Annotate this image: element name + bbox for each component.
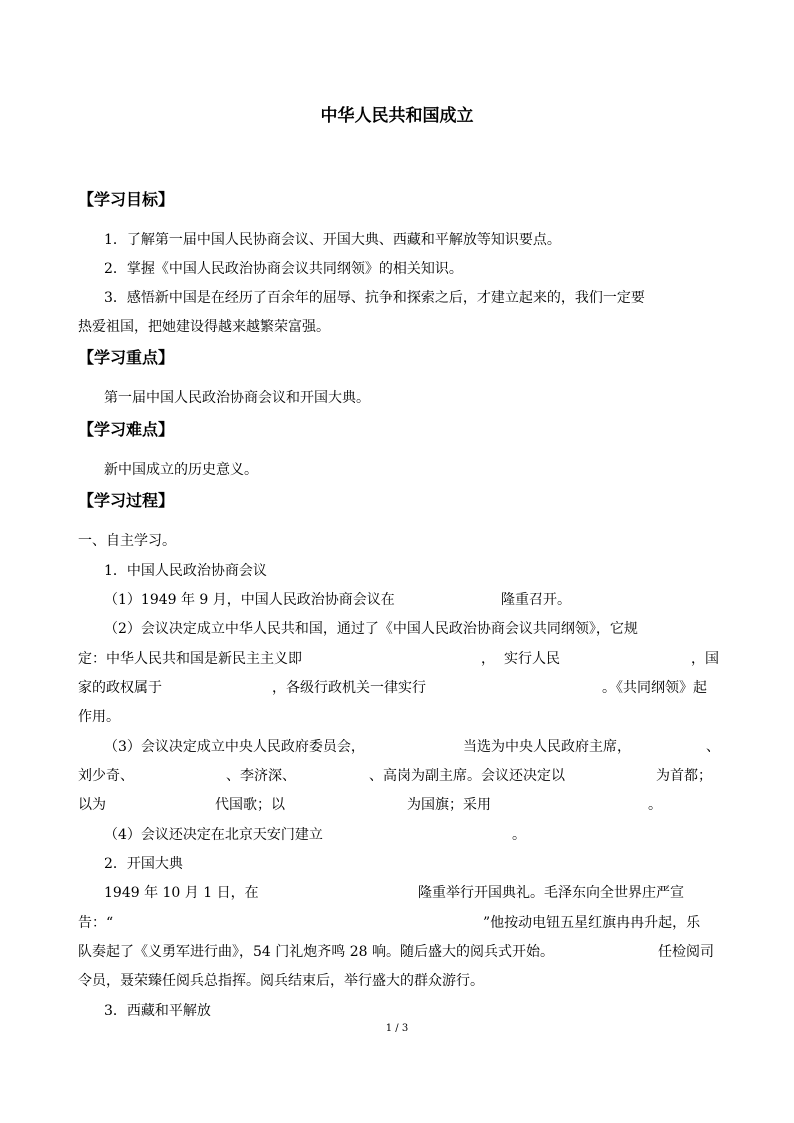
question-1-2-line-2c: 实行人民 bbox=[504, 651, 560, 667]
question-1-2-line-3c: 。《共同纲领》起 bbox=[602, 680, 707, 696]
question-1-3-line-2a: 刘少奇、 bbox=[78, 768, 134, 784]
section-heading-difficulty: 【学习难点】 bbox=[78, 420, 175, 439]
question-1-4-text-end: 。 bbox=[512, 827, 526, 843]
goal-1: 1．了解第一届中国人民协商会议、开国大典、西藏和平解放等知识要点。 bbox=[104, 232, 561, 248]
page-number: 1 / 3 bbox=[385, 1023, 409, 1034]
ceremony-line-3b: 任检阅司 bbox=[658, 944, 714, 960]
question-1-3-line-2b: 、李济深、 bbox=[226, 768, 296, 784]
question-1-2-line-2d: ，国 bbox=[691, 651, 719, 667]
question-1-3-line-1a: （3）会议决定成立中央人民政府委员会， bbox=[104, 739, 365, 755]
question-1-2-line-4: 作用。 bbox=[78, 709, 120, 725]
question-1-3-line-1c: 、 bbox=[706, 739, 720, 755]
question-1-2-line-2b: ， bbox=[481, 651, 495, 667]
question-1-3-line-1b: 当选为中央人民政府主席， bbox=[463, 739, 631, 755]
item-2-heading: 2．开国大典 bbox=[104, 856, 183, 872]
question-1-3-line-3a: 以为 bbox=[78, 797, 106, 813]
goal-3-line-1: 3．感悟新中国是在经历了百余年的屈辱、抗争和探索之后，才建立起来的，我们一定要 bbox=[104, 290, 645, 306]
page-title: 中华人民共和国成立 bbox=[320, 106, 474, 126]
ceremony-line-4: 令员，聂荣臻任阅兵总指挥。阅兵结束后，举行盛大的群众游行。 bbox=[78, 973, 484, 989]
ceremony-line-1b: 隆重举行开国典礼。毛泽东向全世界庄严宣 bbox=[418, 885, 684, 901]
ceremony-line-3a: 队奏起了《义勇军进行曲》，54 门礼炮齐鸣 28 响。随后盛大的阅兵式开始。 bbox=[78, 944, 554, 960]
question-1-1-text-end: 隆重召开。 bbox=[501, 592, 571, 608]
question-1-3-line-3d: 。 bbox=[648, 797, 662, 813]
question-1-4-text: （4）会议还决定在北京天安门建立 bbox=[104, 827, 323, 843]
goal-3-line-2: 热爱祖国，把她建设得越来越繁荣富强。 bbox=[78, 319, 330, 335]
ceremony-line-2a: 告：“ bbox=[78, 915, 114, 931]
question-1-2-line-1: （2）会议决定成立中华人民共和国，通过了《中国人民政治协商会议共同纲领》，它规 bbox=[104, 621, 638, 637]
question-1-2-line-3a: 家的政权属于 bbox=[78, 680, 162, 696]
question-1-3-line-2c: 、高岗为副主席。会议还决定以 bbox=[369, 768, 565, 784]
item-3-heading: 3．西藏和平解放 bbox=[104, 1003, 211, 1019]
focus-text: 第一届中国人民政治协商会议和开国大典。 bbox=[104, 390, 370, 406]
question-1-1-text: （1）1949 年 9 月，中国人民政治协商会议在 bbox=[104, 592, 395, 608]
question-1-3-line-3c: 为国旗；采用 bbox=[407, 797, 491, 813]
question-1-3-line-2d: 为首都； bbox=[656, 768, 712, 784]
question-1-3-line-3b: 代国歌；以 bbox=[215, 797, 285, 813]
question-1-2-line-2a: 定：中华人民共和国是新民主主义即 bbox=[78, 651, 302, 667]
part-1-heading: 一、自主学习。 bbox=[78, 533, 176, 549]
goal-2: 2．掌握《中国人民政治协商会议共同纲领》的相关知识。 bbox=[104, 261, 463, 277]
item-1-heading: 1．中国人民政治协商会议 bbox=[104, 563, 267, 579]
section-heading-goals: 【学习目标】 bbox=[78, 190, 175, 209]
section-heading-process: 【学习过程】 bbox=[78, 491, 175, 510]
ceremony-line-1a: 1949 年 10 月 1 日，在 bbox=[104, 885, 259, 901]
ceremony-line-2b: ”他按动电钮五星红旗冉冉升起，乐 bbox=[483, 915, 701, 931]
question-1-2-line-3b: ，各级行政机关一律实行 bbox=[272, 680, 426, 696]
section-heading-focus: 【学习重点】 bbox=[78, 348, 175, 367]
difficulty-text: 新中国成立的历史意义。 bbox=[104, 462, 258, 478]
